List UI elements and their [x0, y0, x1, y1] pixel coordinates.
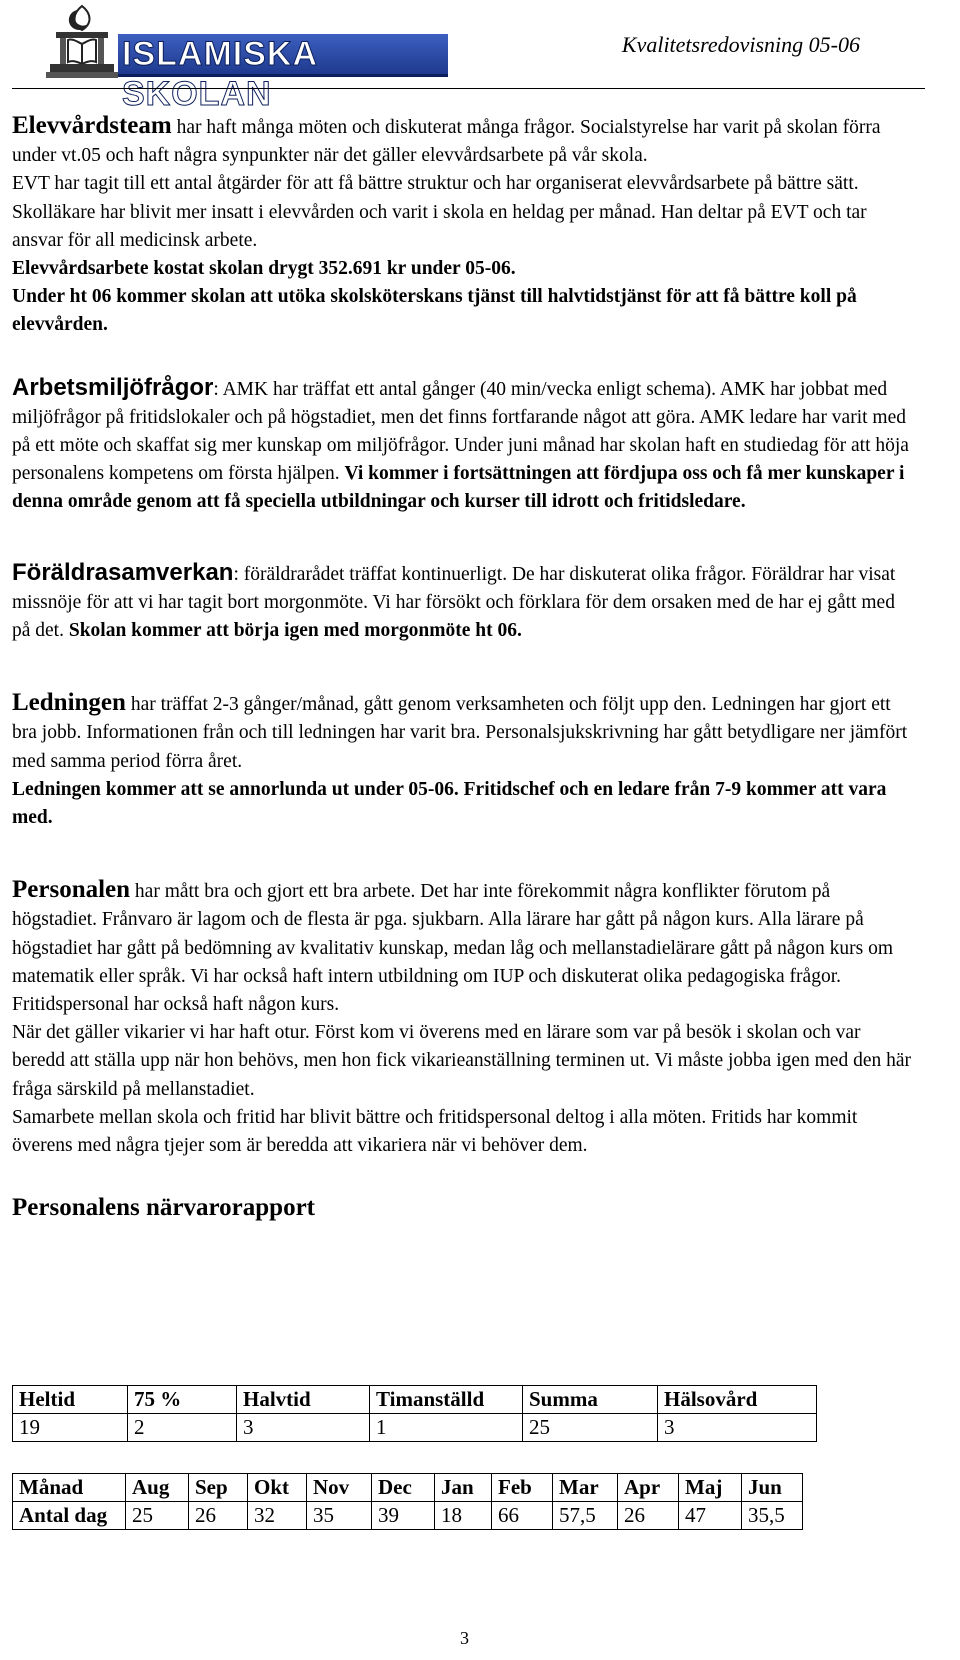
page-header [0, 0, 960, 113]
absence-table [12, 1473, 803, 1530]
table-cell: 18 [435, 1502, 492, 1530]
table-header-row [13, 1386, 817, 1414]
paragraph-bold: Elevvårdsarbete kostat skolan drygt 352.691 kr under 05-06. [12, 258, 516, 280]
section-title: Personalen [12, 876, 131, 904]
paragraph-bold: Ledningen kommer att se annorlunda ut under 05-06. Fritidschef och en ledare från 7-9 kommer att vara med. [12, 778, 887, 829]
table-header-cell: Summa [523, 1386, 658, 1414]
table-header-cell: Apr [618, 1474, 679, 1502]
section-title: Arbetsmiljöfrågor [12, 373, 214, 401]
paragraph-text: har mått bra och gjort ett bra arbete. Det har inte förekommit några konflikter förutom på högstadiet. Frånvaro är lagom och de flesta är pga. sjukbarn. Alla lärare har gått på någon kurs. Alla lärare på högstadiet har gått på bedömning av kvalitativ kunskap, medan låg och mellanstadielärare gått på någon kurs om matematik eller språk. Vi har också haft intern utbildning om IUP och diskuterat olika pedagogiska frågor. Fritidspersonal har också haft någon kurs. [12, 881, 894, 1016]
paragraph-text: har haft många möten och diskuterat många frågor. Socialstyrelse har varit på skolan förra under vt.05 och haft några synpunkter när det gäller elevvårdsarbete på vår skola. [12, 117, 881, 167]
paragraph-text: EVT har tagit till ett antal åtgärder för att få bättre struktur och har organiserat elevvårdsarbete på bättre sätt. [12, 173, 859, 195]
paragraph-text: : föräldrarådet träffat kontinuerligt. De har diskuterat olika frågor. Föräldrar har visat missnöje för att vi har tagit bort morgonmöte. Vi har försökt och förklara för dem orsaken med de har ej gått med på det. [12, 563, 896, 642]
school-emblem-icon [42, 4, 122, 82]
table-row-label: Antal dag [13, 1502, 126, 1530]
paragraph-bold: Vi kommer i fortsättningen att fördjupa oss och få mer kunskaper i denna område genom att få speciella utbildningar och kurser till idrott och fritidsledare. [12, 463, 905, 513]
table-cell: 1 [370, 1414, 523, 1442]
section-foraldra [12, 559, 912, 646]
table-header-cell: Jun [742, 1474, 803, 1502]
table-header-cell: Aug [126, 1474, 189, 1502]
section-arbetsmiljo [12, 374, 912, 517]
table-header-cell: Halvtid [237, 1386, 370, 1414]
table-row [13, 1502, 803, 1530]
table-header-cell: Månad [13, 1474, 126, 1502]
table-cell: 35 [307, 1502, 372, 1530]
paragraph-text: När det gäller vikarier vi har haft otur. Först kom vi överens med en lärare som var på besök i skolan och var beredd att ställa upp när hon behövs, men hon fick vikarieanställning terminen ut. Vi måste jobba igen med den här fråga särskild på mellanstadiet. [12, 1022, 912, 1100]
table-header-cell: 75 % [128, 1386, 237, 1414]
table-header-row [13, 1474, 803, 1502]
section-elevvard [12, 112, 912, 170]
table-header-cell: Hälsovård [658, 1386, 817, 1414]
section-heading-narvaro: Personalens närvarorapport [12, 1194, 315, 1222]
table-cell: 3 [658, 1414, 817, 1442]
table-header-cell: Sep [189, 1474, 248, 1502]
document-body [12, 112, 912, 1527]
table-cell: 57,5 [553, 1502, 618, 1530]
table-cell: 2 [128, 1414, 237, 1442]
table-cell: 66 [492, 1502, 553, 1530]
page-number: 3 [460, 1628, 469, 1648]
document-title: Kvalitetsredovisning 05-06 [621, 32, 860, 57]
table-cell: 26 [618, 1502, 679, 1530]
staff-table [12, 1385, 817, 1442]
table-cell: 3 [237, 1414, 370, 1442]
paragraph-text: : AMK har träffat ett antal gånger (40 min/vecka enligt schema). AMK har jobbat med miljöfrågor på fritidslokaler och på högstadiet, men det finns fortfarande något att göra. AMK ledare har varit med på ett möte och skaffat sig mer kunskap om miljöfrågor. Under juni månad har skolan haft en studiedag för att höja personalens kompetens om första hjälpen. [12, 378, 909, 485]
paragraph-text: Skolläkare har blivit mer insatt i elevvården och varit i skola en heldag per månad. Han deltar på EVT och tar ansvar för all medicinsk arbete. [12, 201, 867, 251]
table-cell: 26 [189, 1502, 248, 1530]
school-logo-wordmark: ISLAMISKA SKOLAN [118, 34, 448, 77]
table-cell: 35,5 [742, 1502, 803, 1530]
section-title: Elevvårdsteam [12, 112, 172, 139]
table-header-cell: Okt [248, 1474, 307, 1502]
table-cell: 25 [126, 1502, 189, 1530]
paragraph-text: Samarbete mellan skola och fritid har blivit bättre och fritidspersonal deltog i alla möten. Fritids har kommit överens med några tjejer som är beredda att vikariera när vi behöver dem. [12, 1106, 858, 1157]
table-header-cell: Timanställd [370, 1386, 523, 1414]
table-header-cell: Maj [679, 1474, 742, 1502]
section-title: Ledningen [12, 689, 126, 717]
paragraph-bold: Skolan kommer att börja igen med morgonmöte ht 06. [68, 620, 522, 642]
table-cell: 39 [372, 1502, 435, 1530]
table-header-cell: Feb [492, 1474, 553, 1502]
paragraph-bold: Under ht 06 kommer skolan att utöka skolsköterskans tjänst till halvtidstjänst för att få bättre koll på elevvården. [12, 286, 857, 336]
section-title: Föräldrasamverkan [12, 558, 234, 586]
table-cell: 25 [523, 1414, 658, 1442]
header-divider [12, 88, 925, 89]
table-header-cell: Dec [372, 1474, 435, 1502]
table-header-cell: Heltid [13, 1386, 128, 1414]
table-cell: 19 [13, 1414, 128, 1442]
table-cell: 32 [248, 1502, 307, 1530]
section-personalen [12, 876, 912, 1019]
table-row [13, 1414, 817, 1442]
table-header-cell: Nov [307, 1474, 372, 1502]
table-cell: 47 [679, 1502, 742, 1530]
section-ledningen [12, 689, 912, 776]
table-header-cell: Mar [553, 1474, 618, 1502]
paragraph-text: har träffat 2-3 gånger/månad, gått genom verksamheten och följt upp den. Ledningen har gjort ett bra jobb. Informationen från och till ledningen har varit bra. Personalsjukskrivning har gått betydligare ner jämfört med samma period förra året. [12, 694, 908, 772]
table-header-cell: Jan [435, 1474, 492, 1502]
